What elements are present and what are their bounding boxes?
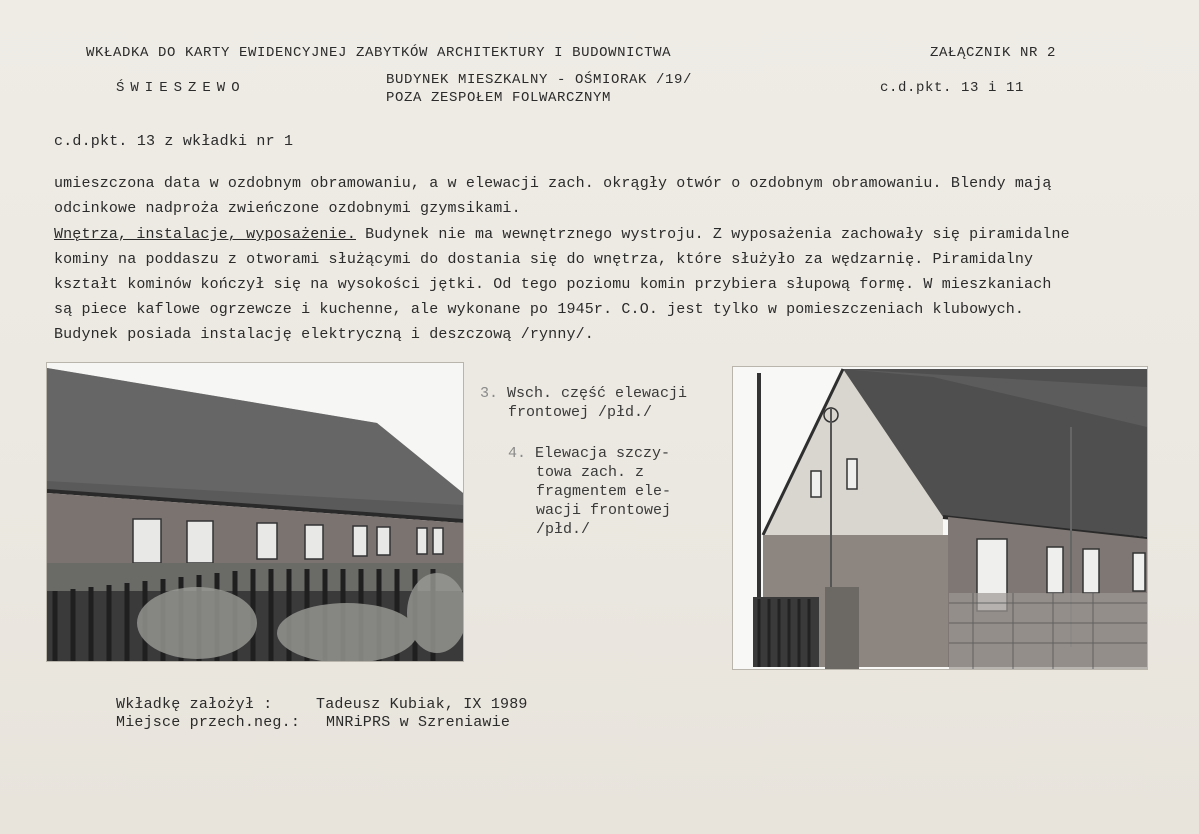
caption-4-number: 4. [508,445,527,462]
caption-4-line-2: towa zach. z [536,464,645,481]
caption-4-line-3: fragmentem ele- [536,483,672,500]
object-name-line2: POZA ZESPOŁEM FOLWARCZNYM [386,90,612,106]
body-line-7: Budynek posiada instalację elektryczną i deszczową /rynny/. [54,326,594,343]
form-title: WKŁADKA DO KARTY EWIDENCYJNEJ ZABYTKÓW ARCHITEKTURY I BUDOWNICTWA [86,45,672,61]
attachment-number: ZAŁĄCZNIK NR 2 [930,45,1057,61]
author-label: Wkładkę założył : [116,696,273,713]
body-line-3-text: Budynek nie ma wewnętrznego wystroju. Z wyposażenia zachowały się piramidalne [356,226,1070,243]
body-line-4: kominy na poddaszu z otworami służącymi do dostania się do wnętrza, które służyło za wędzarnię. Piramidalny [54,251,1034,268]
author-value: Tadeusz Kubiak, IX 1989 [316,696,528,713]
body-line-2: odcinkowe nadproża zwieńczone ozdobnymi gzymsikami. [54,200,521,217]
object-name-line1: BUDYNEK MIESZKALNY - OŚMIORAK /19/ [386,72,693,88]
negative-location-label: Miejsce przech.neg.: [116,714,301,731]
body-line-3 [54,226,1070,243]
caption-photo-4 [508,444,671,539]
caption-4-line-4: wacji frontowej [536,502,672,519]
body-line-6: są piece kaflowe ogrzewcze i kuchenne, ale wykonane po 1945r. C.O. jest tylko w pomieszczeniach klubowych. [54,301,1025,318]
photo-east-front-elevation [46,362,464,662]
continuation-note: c.d.pkt. 13 z wkładki nr 1 [54,133,294,150]
section-heading-interiors: Wnętrza, instalacje, wyposażenie. [54,226,356,243]
caption-4-line-5: /płd./ [536,521,591,538]
caption-3-line-2: frontowej /płd./ [508,404,653,421]
body-line-5: kształt kominów kończył się na wysokości jętki. Od tego poziomu komin przybiera słupową formę. W mieszkaniach [54,276,1052,293]
negative-location-value: MNRiPRS w Szreniawie [326,714,511,731]
caption-4-line-1: Elewacja szczy- [535,445,671,462]
reference-points: c.d.pkt. 13 i 11 [880,80,1025,96]
caption-3-number: 3. [480,385,499,402]
body-line-1: umieszczona data w ozdobnym obramowaniu, a w elewacji zach. okrągły otwór o ozdobnym obramowaniu. Blendy mają [54,175,1052,192]
location-name: ŚWIESZEWO [116,80,246,96]
photo-west-gable-elevation [732,366,1148,670]
caption-3-line-1: Wsch. część elewacji [507,385,688,402]
caption-photo-3 [480,384,687,422]
